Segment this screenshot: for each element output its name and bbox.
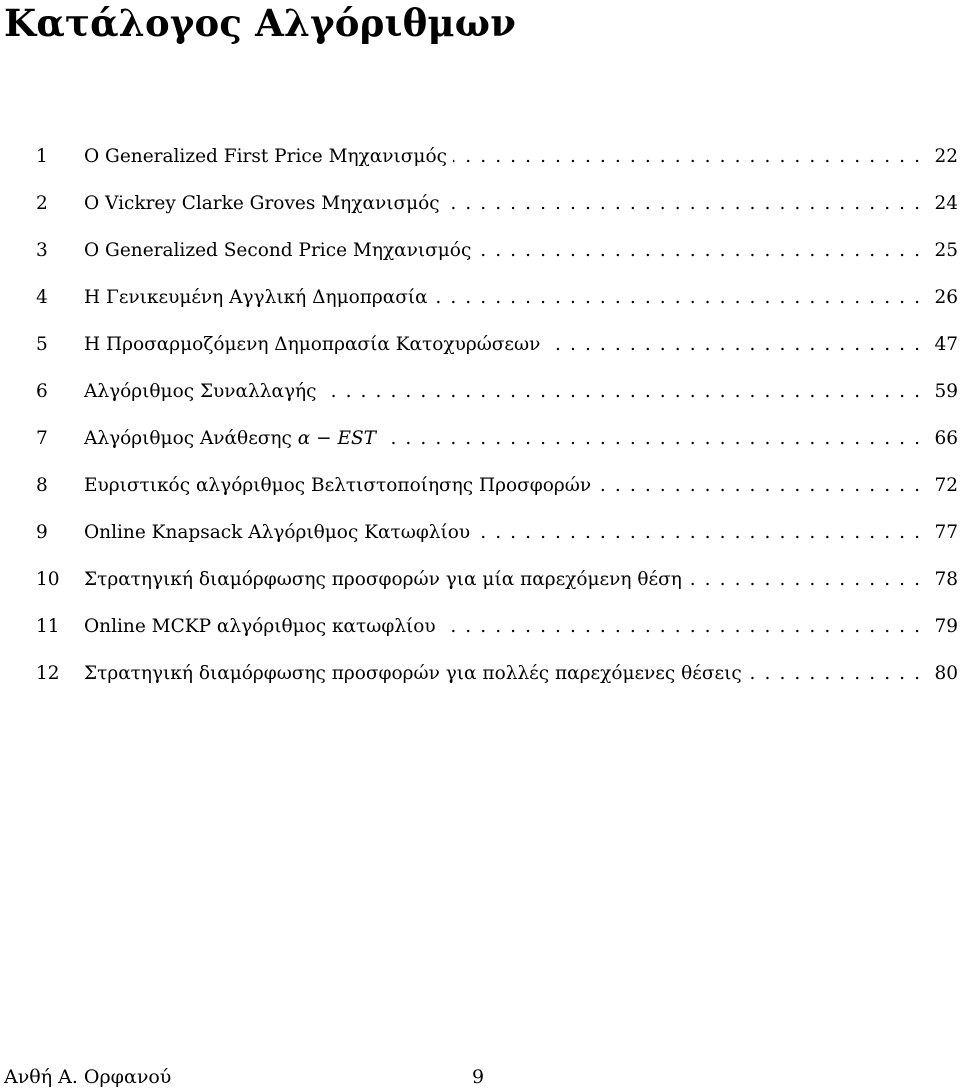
entry-number: 1 <box>36 146 48 167</box>
entry-title[interactable]: Στρατηγική διαμόρφωσης προσφορών για μία παρεχόμενη θέση <box>84 569 682 590</box>
page-title: Κατάλογος Αλγόριθμων <box>4 1 517 45</box>
entry-title[interactable]: Η Προσαρμοζόμενη Δημοπρασία Κατοχυρώσεων <box>84 334 541 355</box>
entry-number: 8 <box>36 475 48 496</box>
leader-dots <box>453 133 920 180</box>
list-item[interactable] <box>36 133 958 180</box>
list-item[interactable] <box>36 180 958 227</box>
entry-number: 9 <box>36 522 48 543</box>
list-item[interactable] <box>36 368 958 415</box>
leader-dots <box>688 556 920 603</box>
entry-title[interactable]: Ο Generalized Second Price Μηχανισμός <box>84 240 472 261</box>
entry-title[interactable]: Ο Vickrey Clarke Groves Μηχανισμός <box>84 193 440 214</box>
entry-number: 10 <box>36 569 60 590</box>
entry-number: 3 <box>36 240 48 261</box>
list-item[interactable] <box>36 650 958 697</box>
entry-page[interactable]: 77 <box>934 522 958 543</box>
entry-page[interactable]: 22 <box>934 146 958 167</box>
leader-dots <box>748 650 920 697</box>
leader-dots <box>477 227 920 274</box>
leader-dots <box>382 415 920 462</box>
list-item[interactable] <box>36 509 958 556</box>
leader-dots <box>476 509 920 556</box>
leader-dots <box>434 274 920 321</box>
entry-title-text: Αλγόριθμος Ανάθεσης <box>84 428 298 449</box>
entry-title[interactable]: Ευριστικός αλγόριθμος Βελτιστοποίησης Προσφορών <box>84 475 592 496</box>
entry-title-math: α − EST <box>297 428 377 449</box>
entry-page[interactable]: 66 <box>934 428 958 449</box>
leader-dots <box>446 180 920 227</box>
list-item[interactable] <box>36 603 958 650</box>
list-item[interactable] <box>36 227 958 274</box>
entry-number: 6 <box>36 381 48 402</box>
leader-dots <box>442 603 920 650</box>
entry-title[interactable] <box>84 415 376 462</box>
entry-number: 11 <box>36 616 60 637</box>
entry-title[interactable]: Στρατηγική διαμόρφωσης προσφορών για πολλές παρεχόμενες θέσεις <box>84 663 742 684</box>
leader-dots <box>322 368 920 415</box>
entry-page[interactable]: 26 <box>934 287 958 308</box>
entry-page[interactable]: 24 <box>934 193 958 214</box>
entry-page[interactable]: 79 <box>934 616 958 637</box>
entry-number: 12 <box>36 663 60 684</box>
list-item[interactable] <box>36 556 958 603</box>
leader-dots <box>597 462 920 509</box>
entry-page[interactable]: 80 <box>934 663 958 684</box>
entry-title[interactable]: Online Knapsack Αλγόριθμος Κατωφλίου <box>84 522 471 543</box>
leader-dots <box>546 321 920 368</box>
entry-title[interactable]: Αλγόριθμος Συναλλαγής <box>84 381 317 402</box>
algorithm-list <box>36 133 958 697</box>
entry-number: 5 <box>36 334 48 355</box>
entry-page[interactable]: 72 <box>934 475 958 496</box>
footer-author: Ανθή Α. Ορφανού <box>4 1066 172 1088</box>
entry-title[interactable]: Η Γενικευμένη Αγγλική Δημοπρασία <box>84 287 428 308</box>
entry-title[interactable]: Ο Generalized First Price Μηχανισμός <box>84 146 447 167</box>
entry-number: 2 <box>36 193 48 214</box>
footer-page-number: 9 <box>472 1066 485 1088</box>
list-item[interactable] <box>36 274 958 321</box>
entry-page[interactable]: 47 <box>934 334 958 355</box>
entry-page[interactable]: 59 <box>934 381 958 402</box>
entry-number: 4 <box>36 287 48 308</box>
entry-number: 7 <box>36 428 48 449</box>
list-item[interactable] <box>36 415 958 462</box>
list-item[interactable] <box>36 462 958 509</box>
entry-page[interactable]: 78 <box>934 569 958 590</box>
entry-title[interactable]: Online MCKP αλγόριθμος κατωφλίου <box>84 616 436 637</box>
list-item[interactable] <box>36 321 958 368</box>
entry-page[interactable]: 25 <box>934 240 958 261</box>
